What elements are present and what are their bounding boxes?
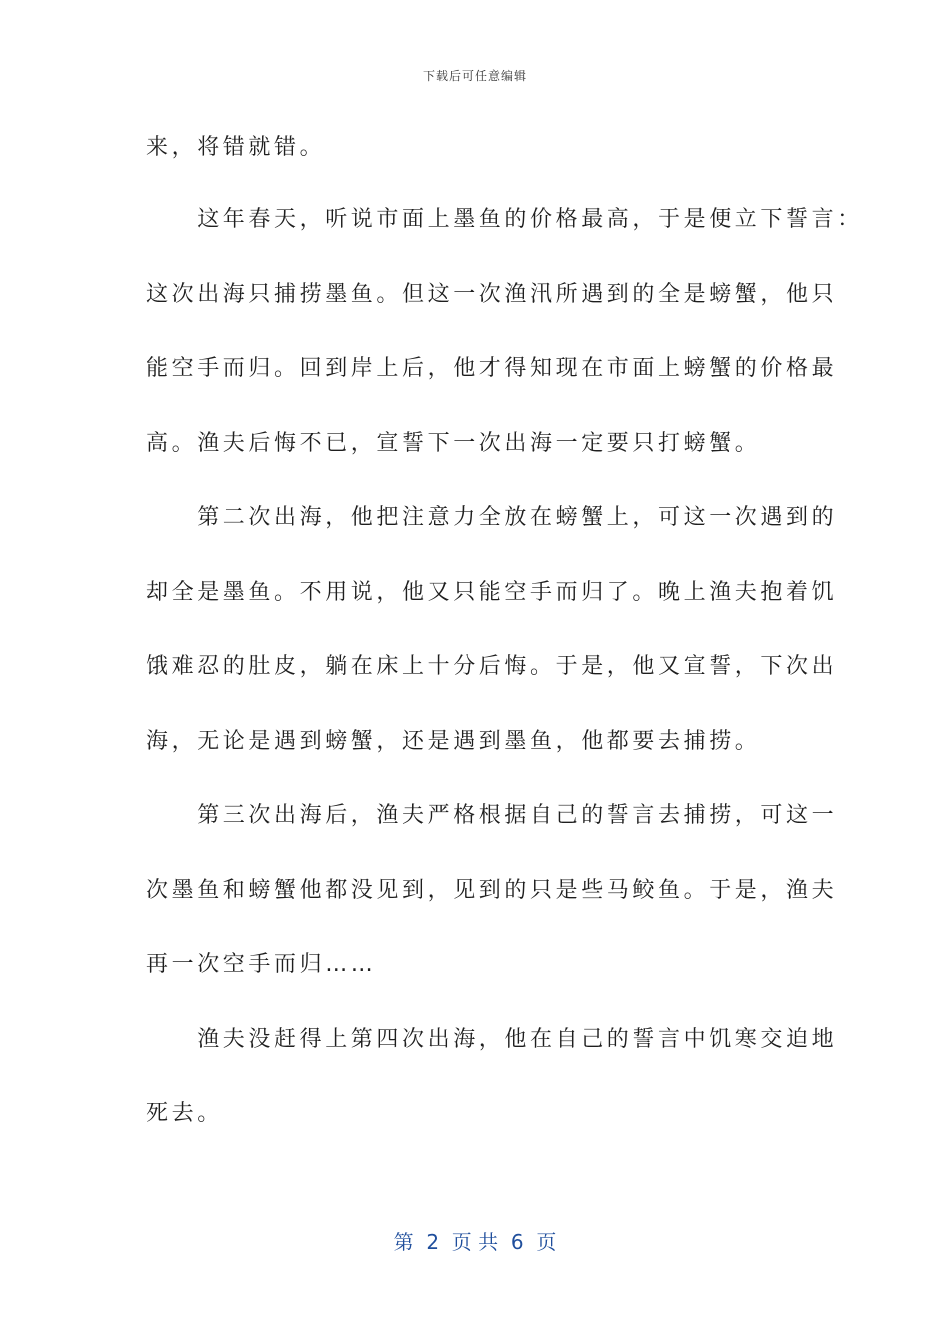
text-line: 这年春天，听说市面上墨鱼的价格最高，于是便立下誓言： (146, 207, 863, 232)
text-line: 海，无论是遇到螃蟹，还是遇到墨鱼，他都要去捕捞。 (146, 729, 761, 754)
text-line: 高。渔夫后悔不已，宣誓下一次出海一定要只打螃蟹。 (146, 431, 761, 456)
page-header: 下载后可任意编辑 (422, 69, 527, 83)
text-line: 次墨鱼和螃蟹他都没见到，见到的只是些马鲛鱼。于是，渔夫 (146, 878, 838, 903)
text-line: 却全是墨鱼。不用说，他又只能空手而归了。晚上渔夫抱着饥 (146, 580, 838, 605)
text-line: 第三次出海后，渔夫严格根据自己的誓言去捕捞，可这一 (146, 803, 838, 828)
text-line: 这次出海只捕捞墨鱼。但这一次渔汛所遇到的全是螃蟹，他只 (146, 282, 838, 307)
text-line: 第二次出海，他把注意力全放在螃蟹上，可这一次遇到的 (146, 505, 838, 530)
text-line: 来，将错就错。 (146, 135, 326, 160)
page-number-footer: 第 2 页 共 6 页 (393, 1230, 557, 1254)
text-line: 再一次空手而归…… (146, 952, 377, 977)
text-line: 死去。 (146, 1101, 223, 1126)
text-line: 饿难忍的肚皮，躺在床上十分后悔。于是，他又宣誓，下次出 (146, 654, 838, 679)
text-line: 渔夫没赶得上第四次出海，他在自己的誓言中饥寒交迫地 (146, 1027, 838, 1052)
text-line: 能空手而归。回到岸上后，他才得知现在市面上螃蟹的价格最 (146, 356, 838, 381)
